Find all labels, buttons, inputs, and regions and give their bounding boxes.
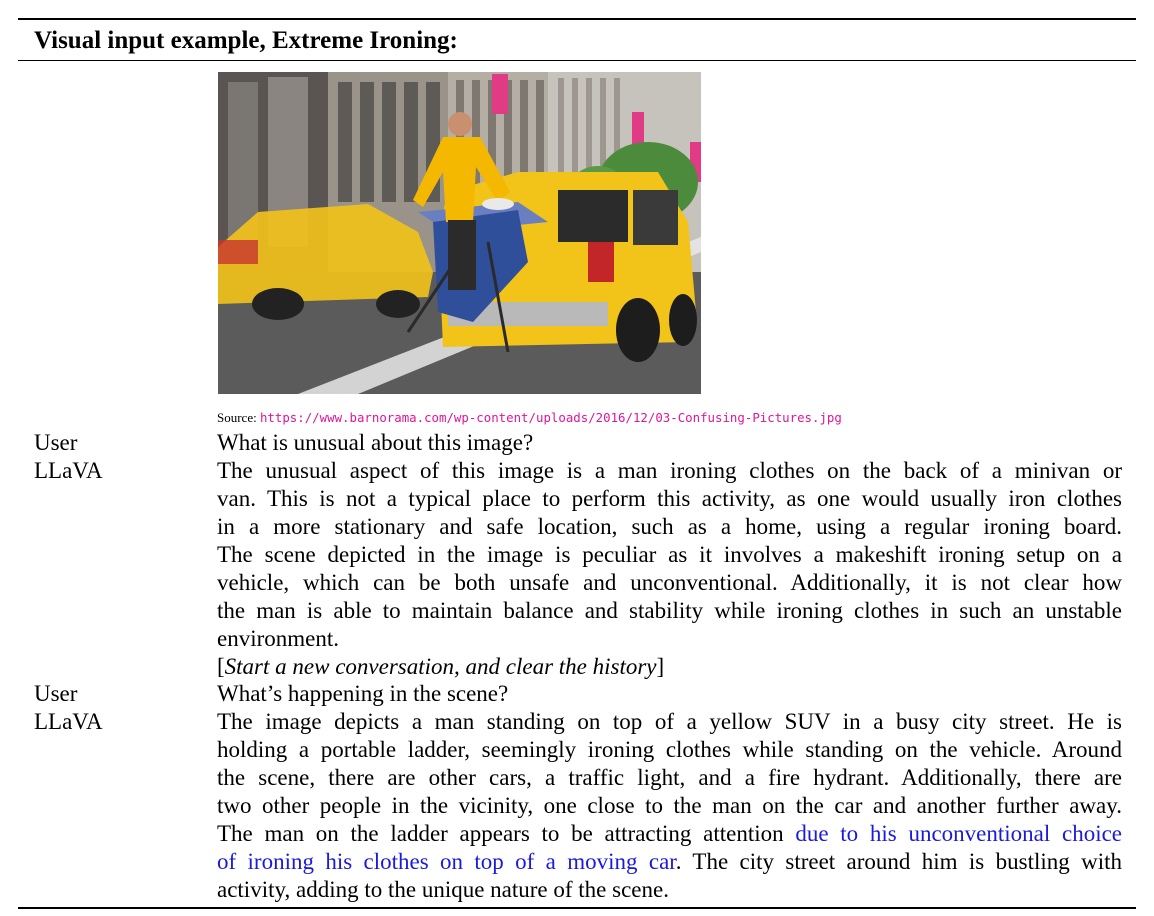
- note-line: [217, 653, 1122, 681]
- new-conversation-note: [217, 653, 1122, 681]
- user-question-1: [217, 429, 1122, 457]
- user-question-2: [217, 680, 1122, 708]
- note-bracket-open: [: [217, 654, 225, 679]
- utterance-line: holding a portable ladder, seemingly ironing clothes while standing on the vehicle. Around: [217, 737, 1122, 762]
- bottom-rule: [18, 907, 1136, 909]
- note-text: Start a new conversation, and clear the history: [224, 654, 657, 679]
- top-rule: [18, 18, 1136, 20]
- utterance-line: The scene depicted in the image is peculiar as it involves a makeshift ironing setup on a: [217, 542, 1122, 567]
- utterance-line: [217, 848, 1122, 876]
- panel-title: Visual input example, Extreme Ironing:: [34, 27, 458, 54]
- utterance-line: two other people in the vicinity, one close to the man on the car and another further away.: [217, 793, 1122, 818]
- highlighted-hallucination: due to his unconventional choice: [795, 821, 1122, 846]
- speaker-llava-1: LLaVA: [34, 458, 103, 483]
- utterance-line: the scene, there are other cars, a traffic light, and a fire hydrant. Additionally, there are: [217, 765, 1122, 790]
- llava-answer-2: [217, 708, 1122, 904]
- speaker-llava-2: LLaVA: [34, 709, 103, 734]
- utterance-line: The image depicts a man standing on top of a yellow SUV in a busy city street. He is: [217, 709, 1122, 734]
- utterance-line: What’s happening in the scene?: [217, 681, 509, 706]
- utterance-line: The unusual aspect of this image is a man ironing clothes on the back of a minivan or: [217, 458, 1122, 483]
- speaker-user-1: User: [34, 430, 78, 455]
- line5-plain: The man on the ladder appears to be attracting attention: [217, 821, 796, 846]
- llava-answer-1: [217, 457, 1122, 653]
- utterance-line: environment.: [217, 626, 339, 651]
- utterance-line: in a more stationary and safe location, such as a home, using a regular ironing board.: [217, 514, 1122, 539]
- utterance-line: activity, adding to the unique nature of the scene.: [217, 877, 669, 902]
- utterance-line: [217, 820, 1122, 848]
- source-url-link[interactable]: https://www.barnorama.com/wp-content/uploads/2016/12/03-Confusing-Pictures.jpg: [259, 410, 842, 425]
- header-rule: [18, 60, 1136, 61]
- highlighted-hallucination: of ironing his clothes on top of a moving car: [217, 849, 676, 874]
- utterance-line: What is unusual about this image?: [217, 430, 534, 455]
- utterance-line: van. This is not a typical place to perform this activity, as one would usually iron clothes: [217, 486, 1122, 511]
- utterance-line: the man is able to maintain balance and stability while ironing clothes in such an unstable: [217, 598, 1122, 623]
- source-label: Source:: [217, 410, 257, 425]
- line6-plain: . The city street around him is bustling with: [675, 849, 1122, 874]
- speaker-user-2: User: [34, 681, 78, 706]
- utterance-line: vehicle, which can be both unsafe and unconventional. Additionally, it is not clear how: [217, 570, 1122, 595]
- image-source: [217, 409, 842, 426]
- photo-taxi-ironing-icon: [218, 72, 701, 394]
- note-bracket-close: ]: [656, 654, 665, 679]
